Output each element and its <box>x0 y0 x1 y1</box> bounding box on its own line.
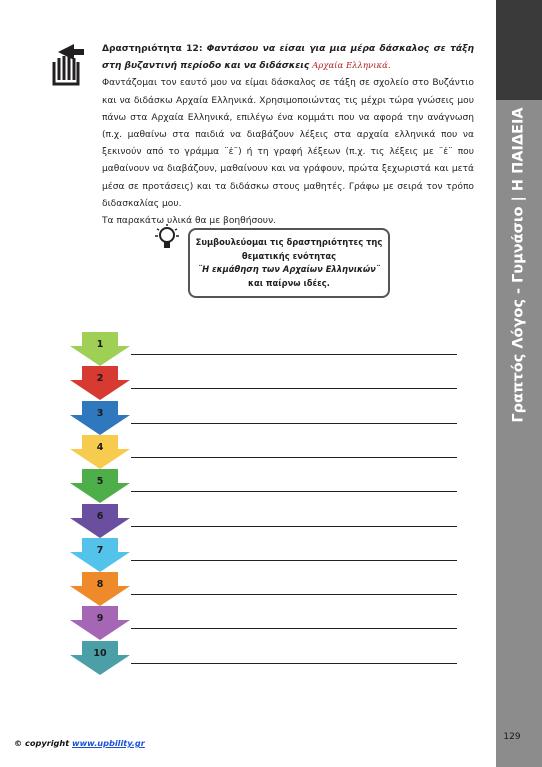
step-arrow <box>68 435 132 469</box>
step-arrow <box>68 606 132 640</box>
step-number: 10 <box>93 648 107 659</box>
answer-line[interactable] <box>131 526 457 527</box>
step-arrow <box>68 469 132 503</box>
tip-box <box>188 228 390 298</box>
step-arrow <box>68 538 132 572</box>
answer-line[interactable] <box>131 423 457 424</box>
step-number: 6 <box>96 511 104 522</box>
answer-line[interactable] <box>131 491 457 492</box>
answer-line[interactable] <box>131 560 457 561</box>
copyright-label: © copyright <box>14 738 70 748</box>
answer-line[interactable] <box>131 663 457 664</box>
answer-line[interactable] <box>131 628 457 629</box>
activity-prompt-highlight: Αρχαία Ελληνικά. <box>312 61 391 72</box>
step-number: 3 <box>96 408 104 419</box>
tip-line-2: θεματικής ενότητας <box>241 250 337 261</box>
step-number: 2 <box>96 373 104 384</box>
answer-line[interactable] <box>131 594 457 595</box>
step-number: 1 <box>96 339 104 350</box>
activity-text <box>102 41 474 230</box>
sidebar-title: Γραπτός Λόγος - Γυμνάσιο | Η ΠΑΙΔΕΙΑ <box>511 107 527 423</box>
step-arrow <box>68 401 132 435</box>
activity-body: Φαντάζομαι τον εαυτό μου να είμαι δάσκαλος σε τάξη σε σχολείο στο Βυζάντιο και να διδάσκω Αρχαία Ελληνικά. Χρησιμοποιώντας τις μέχρι τώρα γνώσεις μου πάνω στα Αρχαία Ελληνικά, επιλέγω ένα κομμάτι που να αφορά την ανάγνωση (π.χ. μαθαίνω στα παιδιά να διαβάζουν λέξεις στα αρχαία ελληνικά που να ξεκινούν από το γράμμα ¨ἐ¨) ή τη γραφή λέξεων (π.χ. τις λέξεις με ¨ἐ¨ που μαθαίνουν να διαβάζουν, μαθαίνουν και να γράφουν, πρώτα ξεχωριστά και μετά μέσα σε προτάσεις) και τα διδάσκω στους μαθητές. Γράφω με σειρά τον τρόπο διδασκαλίας μου. <box>102 78 474 209</box>
step-arrow <box>68 504 132 538</box>
activity-heading <box>102 41 474 75</box>
activity-closing: Τα παρακάτω υλικά θα με βοηθήσουν. <box>102 216 277 227</box>
step-arrow <box>68 641 132 675</box>
tip-line-3: ¨Η εκμάθηση των Αρχαίων Ελληνικών¨ <box>197 264 381 274</box>
step-arrow <box>68 366 132 400</box>
activity-label: Δραστηριότητα 12: <box>102 44 203 54</box>
sidebar-top-block <box>496 0 542 100</box>
step-number: 9 <box>96 613 104 624</box>
answer-line[interactable] <box>131 354 457 355</box>
lightbulb-icon <box>154 223 180 253</box>
copyright-link[interactable]: www.upbility.gr <box>72 738 145 748</box>
copyright <box>14 738 145 748</box>
step-number: 5 <box>96 476 104 487</box>
step-number: 4 <box>96 442 104 453</box>
sidebar-band <box>496 0 542 767</box>
tip-line-4: και παίρνω ιδέες. <box>248 277 330 288</box>
sidebar-title-wrap <box>496 100 542 430</box>
step-arrow <box>68 332 132 366</box>
activity-arrow-hand-icon <box>48 40 90 86</box>
step-number: 7 <box>96 545 104 556</box>
activity-prompt: Φαντάσου να είσαι για μια μέρα δάσκαλος σε τάξη στη βυζαντινή περίοδο και να διδάσκεις <box>102 44 474 72</box>
tip-line-1: Συμβουλεύομαι τις δραστηριότητες της <box>195 237 383 247</box>
step-arrow <box>68 572 132 606</box>
answer-line[interactable] <box>131 388 457 389</box>
answer-line[interactable] <box>131 457 457 458</box>
page-number: 129 <box>503 732 521 742</box>
step-number: 8 <box>96 579 104 590</box>
